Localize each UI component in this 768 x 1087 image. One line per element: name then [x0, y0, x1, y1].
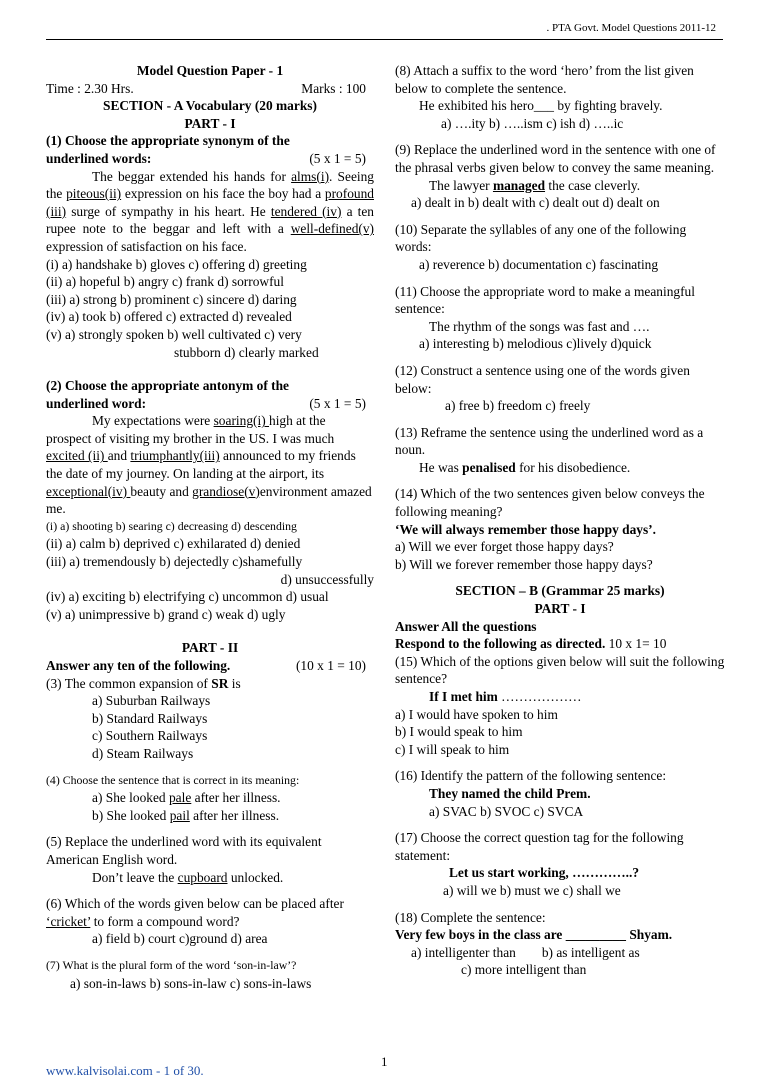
section-b-heading: SECTION – B (Grammar 25 marks) — [455, 583, 665, 599]
q1-option-cont: stubborn d) clearly marked — [174, 344, 319, 360]
q1-heading-row — [46, 150, 374, 168]
q2-text: announced to my friends the date of my journey. On landing at the airport, its — [46, 448, 356, 482]
q3-option: d) Steam Railways — [92, 745, 194, 761]
part-2-instr-row — [46, 657, 374, 675]
q4-text: a) She looked — [92, 790, 169, 806]
q14-option-b: b) Will we forever remember those happy days? — [395, 556, 653, 572]
q2-option: (ii) a) calm b) deprived c) exhilarated d) denied — [46, 536, 301, 552]
q3-option: a) Suburban Railways — [92, 693, 211, 709]
q1-word-4: tendered (iv) — [270, 203, 342, 219]
q4-word: pail — [169, 807, 190, 823]
q15-blank: ……………… — [497, 689, 582, 704]
q1-word-5: well-defined(v) — [290, 221, 374, 237]
q16-options: a) SVAC b) SVOC c) SVCA — [429, 803, 584, 819]
right-column — [395, 62, 725, 979]
q14-quote: ‘We will always remember those happy days’. — [395, 521, 656, 537]
q1-option: (i) a) handshake b) gloves c) offering d) greeting — [46, 256, 307, 272]
q2-text: and — [107, 448, 131, 464]
q6-text: (6) Which of the words given below can be placed after — [46, 896, 344, 912]
q14-heading: (14) Which of the two sentences given below conveys the following meaning? — [395, 486, 705, 520]
q12-heading: (12) Construct a sentence using one of the words given below: — [395, 362, 690, 396]
q2-word-2: excited (ii) — [46, 448, 108, 464]
q18-heading: (18) Complete the sentence: — [395, 909, 546, 925]
q16-sentence: They named the child Prem. — [429, 785, 591, 801]
footer-link[interactable]: www.kalvisolai.com - 1 of 30. — [46, 1063, 204, 1078]
q1-word-1: alms(i) — [291, 168, 330, 184]
q1-text: . Seeing the — [46, 168, 374, 202]
q2-text: high at the prospect of visiting my brother in the US. I was much — [46, 413, 335, 446]
q6-word: ‘cricket’ — [46, 913, 91, 929]
q4-word: pale — [168, 790, 192, 806]
q4-text: after her illness. — [189, 807, 280, 823]
marks-label: Marks : 100 — [301, 80, 366, 96]
section-b-part-1: PART - I — [534, 601, 586, 617]
q6-options: a) field b) court c)ground d) area — [92, 931, 268, 947]
q5-text: Don’t leave the — [92, 869, 178, 885]
time-label: Time : 2.30 Hrs. — [46, 80, 134, 96]
q15-option: c) I will speak to him — [395, 741, 510, 757]
q1-passage — [46, 168, 374, 256]
q4-option-a — [46, 789, 374, 807]
section-b-instruction-row — [395, 635, 725, 653]
q17-heading: (17) Choose the correct question tag for the following statement: — [395, 830, 684, 863]
q5-text: unlocked. — [227, 869, 284, 885]
running-header: . PTA Govt. Model Questions 2011-12 — [546, 22, 716, 34]
header-rule — [46, 39, 723, 40]
q9-text: the case cleverly. — [545, 177, 641, 193]
q1-option: (iv) a) took b) offered c) extracted d) revealed — [46, 309, 292, 325]
q11-options: a) interesting b) melodious c)lively d)quick — [419, 336, 652, 352]
q8-options: a) ….ity b) …..ism c) ish d) …..ic — [441, 115, 624, 131]
q1-text: a ten rupee note to the beggar and left with a — [46, 203, 374, 237]
q3-text: is — [228, 675, 241, 691]
q1-word-3: profound (iii) — [46, 186, 374, 219]
q1-option: (v) a) strongly spoken b) well cultivated c) very — [46, 326, 302, 342]
q10-options: a) reverence b) documentation c) fascinating — [419, 256, 659, 272]
q2-passage — [46, 412, 374, 518]
q2-option: (i) a) shooting b) searing c) decreasing d) descending — [46, 518, 297, 533]
q9-options: a) dealt in b) dealt with c) dealt out d) dealt on — [411, 195, 660, 211]
q5-heading: (5) Replace the underlined word with its equivalent American English word. — [46, 834, 322, 867]
part-2-marks: (10 x 1 = 10) — [295, 658, 366, 673]
q9-heading: (9) Replace the underlined word in the sentence with one of the phrasal verbs given below to convey the same meaning. — [395, 142, 716, 175]
q2-option: (iv) a) exciting b) electrifying c) uncommon d) usual — [46, 589, 329, 605]
q1-option: (ii) a) hopeful b) angry c) frank d) sorrowful — [46, 274, 284, 290]
q17-options: a) will we b) must we c) shall we — [443, 882, 621, 898]
q2-text: beauty and — [130, 483, 193, 499]
q1-text: surge of sympathy in his heart. He — [66, 203, 271, 219]
q7-options: a) son-in-laws b) sons-in-law c) sons-in-laws — [70, 975, 312, 991]
paper-title: Model Question Paper - 1 — [136, 63, 284, 78]
q15-heading: (15) Which of the options given below will suit the following sentence? — [395, 653, 725, 687]
q10-heading: (10) Separate the syllables of any one of the following words: — [395, 221, 687, 255]
q3-term: SR — [211, 675, 229, 691]
q7-heading: (7) What is the plural form of the word ‘son-in-law’? — [46, 957, 297, 972]
left-column — [46, 62, 374, 992]
q18-options-row — [395, 944, 725, 962]
q4-text: after her illness. — [191, 790, 281, 806]
q2-text: My expectations were — [92, 413, 214, 429]
q2-word-1: soaring(i) — [213, 413, 270, 429]
q15-option: a) I would have spoken to him — [395, 706, 558, 722]
q9-text: The lawyer — [429, 177, 493, 193]
q11-sentence: The rhythm of the songs was fast and …. — [429, 318, 650, 334]
q2-option-cont: d) unsuccessfully — [280, 571, 374, 587]
q3-option: c) Southern Railways — [92, 728, 208, 744]
q13-sentence — [395, 459, 725, 477]
q15-option: b) I would speak to him — [395, 724, 523, 740]
section-b-marks: 10 x 1= 10 — [605, 636, 667, 652]
q18-sentence: Very few boys in the class are _________ Shyam. — [395, 927, 673, 943]
q2-word-3: triumphantly(iii) — [130, 448, 220, 464]
q2-text: environment amazed me. — [46, 483, 372, 517]
q8-sentence: He exhibited his hero___ by fighting bravely. — [419, 98, 663, 114]
q3-text: (3) The common expansion of — [46, 675, 212, 691]
q8-heading: (8) Attach a suffix to the word ‘hero’ from the list given below to complete the sentence. — [395, 63, 694, 96]
q3-option: b) Standard Railways — [92, 710, 208, 726]
q1-text: expression on his face the boy had a — [121, 186, 325, 202]
q4-heading: (4) Choose the sentence that is correct in its meaning: — [46, 772, 300, 787]
section-b-instruction-1: Answer All the questions — [395, 618, 537, 634]
q12-options: a) free b) freedom c) freely — [445, 398, 591, 414]
q16-heading: (16) Identify the pattern of the following sentence: — [395, 768, 667, 784]
q14-option-a: a) Will we ever forget those happy days? — [395, 539, 614, 555]
q1-text: expression of satisfaction on his face. — [46, 238, 247, 254]
q18-option: b) as intelligent as — [541, 944, 640, 960]
q4-option-b — [46, 807, 374, 825]
q5-sentence — [46, 869, 374, 887]
q2-heading-row — [46, 395, 374, 413]
q6-text: to form a compound word? — [90, 913, 240, 929]
q17-sentence: Let us start working, …………..? — [449, 865, 640, 881]
q9-word: managed — [492, 177, 546, 193]
page-number: 1 — [381, 1054, 388, 1069]
part-1-heading: PART - I — [184, 115, 236, 131]
part-2-heading: PART - II — [181, 640, 239, 656]
q18-option: a) intelligenter than — [411, 944, 516, 960]
q2-word-5: grandiose(v) — [192, 483, 260, 499]
q1-text: The beggar extended his hands for — [92, 168, 292, 184]
q3-heading — [46, 675, 374, 693]
time-marks-row — [46, 80, 374, 98]
q2-option: (iii) a) tremendously b) dejectedly c)shamefully — [46, 554, 303, 570]
q18-option-c: c) more intelligent than — [461, 962, 587, 978]
q2-heading-2: underlined word: — [46, 395, 147, 411]
q13-word: penalised — [462, 459, 516, 475]
q1-heading: (1) Choose the appropriate synonym of the — [46, 133, 290, 149]
q5-word: cupboard — [177, 869, 228, 885]
q2-heading: (2) Choose the appropriate antonym of the — [46, 378, 290, 394]
q6-heading — [46, 895, 374, 930]
q1-word-2: piteous(ii) — [66, 186, 122, 202]
q9-sentence — [395, 177, 725, 195]
q11-heading: (11) Choose the appropriate word to make a meaningful sentence: — [395, 283, 695, 317]
q1-option: (iii) a) strong b) prominent c) sincere d) daring — [46, 291, 297, 307]
q2-word-4: exceptional(iv) — [46, 483, 131, 499]
q13-heading: (13) Reframe the sentence using the underlined word as a noun. — [395, 424, 704, 458]
q2-marks: (5 x 1 = 5) — [309, 395, 366, 411]
section-a-heading: SECTION - A Vocabulary (20 marks) — [103, 98, 317, 114]
q13-text: He was — [419, 459, 463, 475]
q1-heading-2: underlined words: — [46, 150, 152, 166]
q13-text: for his disobedience. — [515, 459, 631, 475]
q15-sentence — [395, 688, 725, 706]
section-b-instruction-2: Respond to the following as directed. — [395, 636, 606, 652]
part-2-instruction: Answer any ten of the following. — [46, 658, 231, 673]
q2-option: (v) a) unimpressive b) grand c) weak d) ugly — [46, 606, 286, 622]
q4-text: b) She looked — [92, 807, 170, 823]
q1-marks: (5 x 1 = 5) — [309, 150, 366, 166]
q15-bold: If I met him — [429, 689, 498, 704]
